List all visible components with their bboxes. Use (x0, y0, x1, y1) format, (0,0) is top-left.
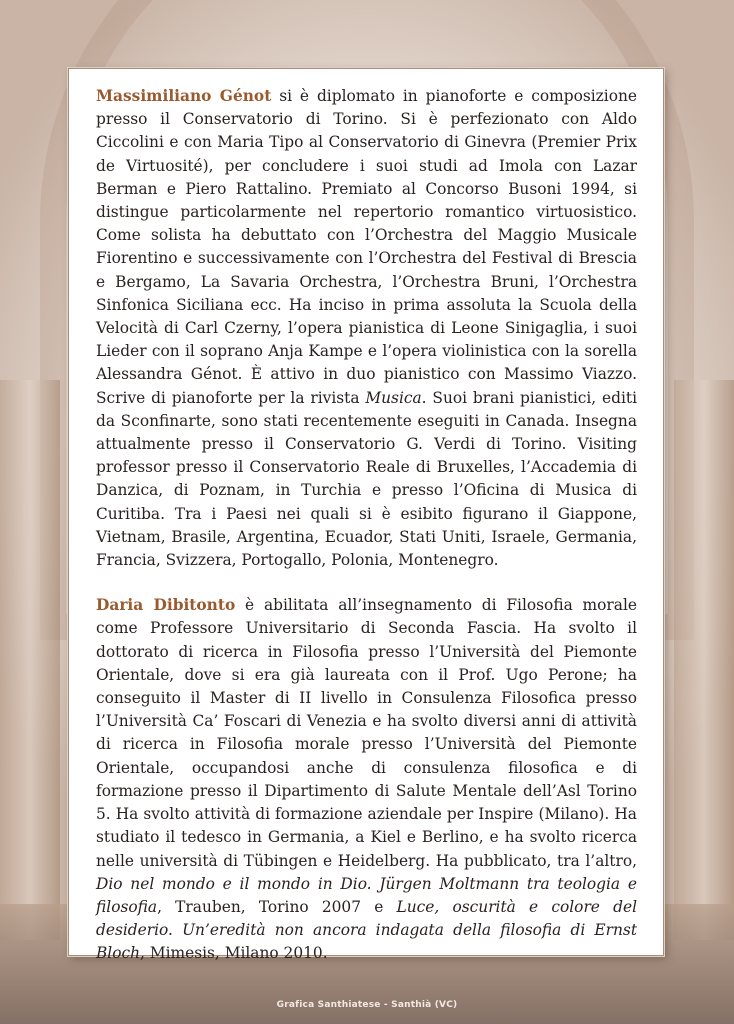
background-column-left (0, 380, 60, 940)
book-title: Dio nel mondo e il mondo in Dio. Jürgen Moltmann tra teologia e filosofia (96, 874, 637, 916)
bio-text: . Suoi brani pianistici, editi da Sconfinarte, sono stati recentemente eseguiti in Canada. Insegna attualmente presso il Conservatorio G. Verdi di Torino. Visiting professor presso il Conservatorio Reale di Bruxelles, l’Accademia di Danzica, di Poznam, in Turchia e presso l’Oficina di Musica di Curitiba. Tra i Paesi nei quali si è esibito figurano il Giappone, Vietnam, Brasile, Argentina, Ecuador, Stati Uniti, Israele, Germania, Francia, Svizzera, Portogallo, Polonia, Montenegro. (96, 388, 637, 570)
bio-text: , Trauben, Torino 2007 e (157, 897, 397, 916)
biography-genot (96, 85, 637, 572)
performer-name-dibitonto: Daria Dibitonto (96, 596, 236, 615)
book-title: Luce, oscurità e colore del desiderio. Un’eredità non ancora indagata della filosofia di Ernst Bloch (96, 897, 637, 963)
biography-card (68, 68, 664, 963)
performer-name-genot: Massimiliano Génot (96, 87, 272, 105)
bio-text: si è diplomato in pianoforte e composizione presso il Conservatorio di Torino. Si è perfezionato con Aldo Ciccolini e con Maria Tipo al Conservatorio di Ginevra (Premier Prix de Virtuosité), per concludere i suoi studi ad Imola con Lazar Berman e Piero Rattalino. Premiato al Concorso Busoni 1994, si distingue particolarmente nel repertorio romantico virtuosistico. Come solista ha debuttato con l’Orchestra del Maggio Musicale Fiorentino e successivamente con l’Orchestra del Festival di Brescia e Bergamo, La Savaria Orchestra, l’Orchestra Bruni, l’Orchestra Sinfonica Siciliana ecc. Ha inciso in prima assoluta la Scuola della Velocità di Carl Czerny, l’opera pianistica di Leone Sinigaglia, i suoi Lieder con il soprano Anja Kampe e l’opera violinistica con la sorella Alessandra Génot. È attivo in duo pianistico con Massimo Viazzo. Scrive di pianoforte per la rivista (96, 87, 637, 407)
background-column-right (674, 380, 734, 940)
bio-text: è abilitata all’insegnamento di Filosofia morale come Professore Universitario di Seconda Fascia. Ha svolto il dottorato di ricerca in Filosofia presso l’Università del Piemonte Orientale, dove si era già laureata con il Prof. Ugo Perone; ha conseguito il Master di II livello in Consulenza Filosofica presso l’Università Ca’ Foscari di Venezia e ha svolto diversi anni di attività di ricerca in Filosofia morale presso l’Università del Piemonte Orientale, occupandosi anche di consulenza filosofica e di formazione presso il Dipartimento di Salute Mentale dell’Asl Torino 5. Ha svolto attività di formazione aziendale per Inspire (Milano). Ha studiato il tedesco in Germania, a Kiel e Berlino, e ha svolto ricerca nelle università di Tübingen e Heidelberg. Ha pubblicato, tra l’altro, (96, 596, 637, 870)
printer-credit: Grafica Santhiatese - Santhià (VC) (276, 1000, 458, 1010)
bio-text: , Mimesis, Milano 2010. (140, 944, 328, 963)
magazine-title: Musica (365, 388, 422, 407)
biography-dibitonto (96, 594, 637, 965)
